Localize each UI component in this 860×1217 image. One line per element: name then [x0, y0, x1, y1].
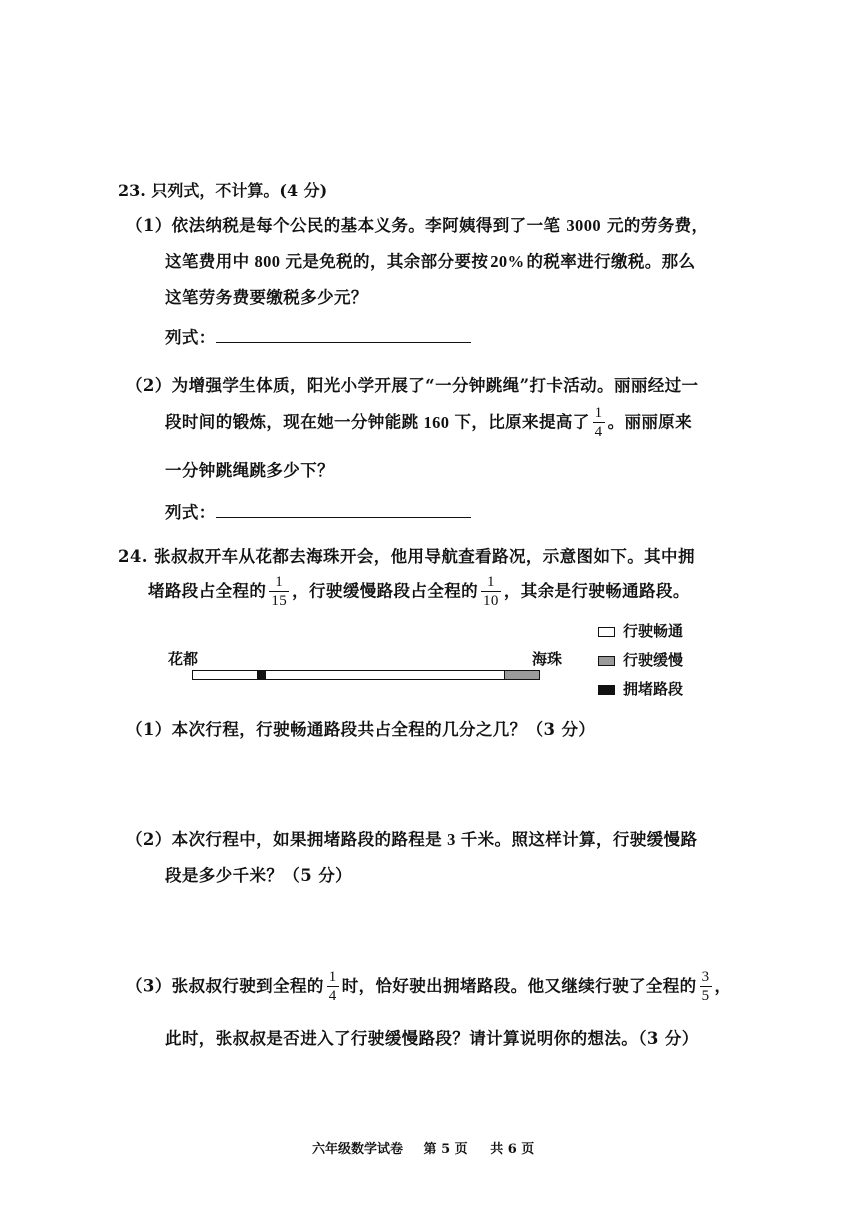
text: 元是免税的，其余部分要按 [285, 252, 489, 271]
legend-smooth-label: 行驶畅通 [623, 622, 684, 640]
fraction [593, 406, 605, 440]
q23-p2-answer [165, 495, 471, 523]
text: （3）张叔叔行驶到全程的 [126, 976, 324, 996]
answer-label: 列式： [165, 328, 216, 347]
denominator: 10 [483, 593, 499, 609]
footer-page: 第 5 页 [423, 1142, 468, 1157]
slow-segment [504, 671, 539, 679]
end-label: 海珠 [532, 650, 563, 668]
q24-p3-line2: 此时，张叔叔是否进入了行驶缓慢路段？请计算说明你的想法。（3 分） [165, 1029, 699, 1048]
q23-p2-line1: （2）为增强学生体质，阳光小学开展了“一分钟跳绳”打卡活动。丽丽经过一 [126, 376, 699, 395]
q23-title: 23. 只列式，不计算。(4 分) [118, 181, 328, 200]
amount: 800 [254, 252, 281, 271]
jam-segment [257, 671, 266, 679]
q23-p2-line2 [165, 406, 692, 440]
denominator: 4 [328, 988, 337, 1004]
numerator: 1 [594, 405, 603, 421]
denominator: 4 [594, 424, 603, 440]
q23-p1-answer [165, 320, 471, 348]
fraction-slow [481, 575, 501, 609]
text: 这笔费用中 [165, 252, 250, 271]
text: ，其余是行驶畅通路段。 [503, 581, 690, 601]
footer-total: 共 6 页 [490, 1142, 535, 1157]
text: 堵路段占全程的 [148, 581, 267, 601]
q23-p2-line3: 一分钟跳绳跳多少下？ [165, 461, 334, 480]
text: （1）依法纳税是每个公民的基本义务。李阿姨得到了一笔 [126, 216, 561, 235]
numerator: 3 [701, 969, 710, 985]
fraction [327, 970, 339, 1004]
text: 的税率进行缴税。那么 [526, 252, 696, 271]
start-label: 花都 [168, 650, 199, 668]
numerator: 1 [269, 575, 289, 592]
fraction-jam [269, 575, 289, 609]
text: 。丽丽原来 [607, 412, 693, 432]
distance: 3 [447, 830, 456, 849]
text: 段时间的锻炼，现在她一分钟能跳 [165, 412, 419, 432]
text: 下，比原来提高了 [454, 412, 590, 432]
q24-p3-line1 [126, 970, 731, 1004]
text: 时，恰好驶出拥堵路段。他又继续行驶了全程的 [341, 976, 697, 996]
text: ， [714, 976, 732, 996]
percent: 20% [490, 252, 525, 271]
answer-blank[interactable] [216, 320, 471, 343]
text: 千米。照这样计算，行驶缓慢路 [460, 830, 698, 849]
q23-p1-line2 [165, 248, 695, 272]
legend-jam-label: 拥堵路段 [623, 680, 684, 698]
amount: 3000 [566, 216, 601, 235]
q24-title-line1: 24. 张叔叔开车从花都去海珠开会，他用导航查看路况，示意图如下。其中拥 [118, 547, 695, 566]
text: 元的劳务费， [607, 216, 709, 235]
q24-p2-line2: 段是多少千米？（5 分） [165, 866, 353, 885]
q23-p1-line3: 这笔劳务费要缴税多少元？ [165, 288, 368, 307]
answer-blank[interactable] [216, 495, 471, 518]
route-bar [192, 670, 540, 680]
q24-p1: （1）本次行程，行驶畅通路段共占全程的几分之几？（3 分） [126, 720, 596, 739]
footer-subject: 六年级数学试卷 [312, 1142, 404, 1157]
denominator: 5 [701, 988, 710, 1004]
denominator: 15 [271, 593, 288, 609]
legend-slow-swatch [598, 656, 615, 666]
legend-slow-label: 行驶缓慢 [623, 651, 684, 669]
legend-smooth-swatch [598, 627, 615, 637]
q24-title-line2 [148, 575, 690, 609]
text: ，行驶缓慢路段占全程的 [292, 581, 479, 601]
q24-p2-line1 [126, 826, 697, 850]
page-footer [312, 1138, 534, 1157]
text: （2）本次行程中，如果拥堵路段的路程是 [126, 830, 443, 849]
q23-p1-line1 [126, 212, 708, 236]
count: 160 [423, 412, 450, 432]
numerator: 1 [481, 575, 501, 592]
legend-jam-swatch [598, 685, 615, 695]
answer-label: 列式： [165, 503, 216, 522]
fraction [700, 970, 712, 1004]
numerator: 1 [328, 969, 337, 985]
